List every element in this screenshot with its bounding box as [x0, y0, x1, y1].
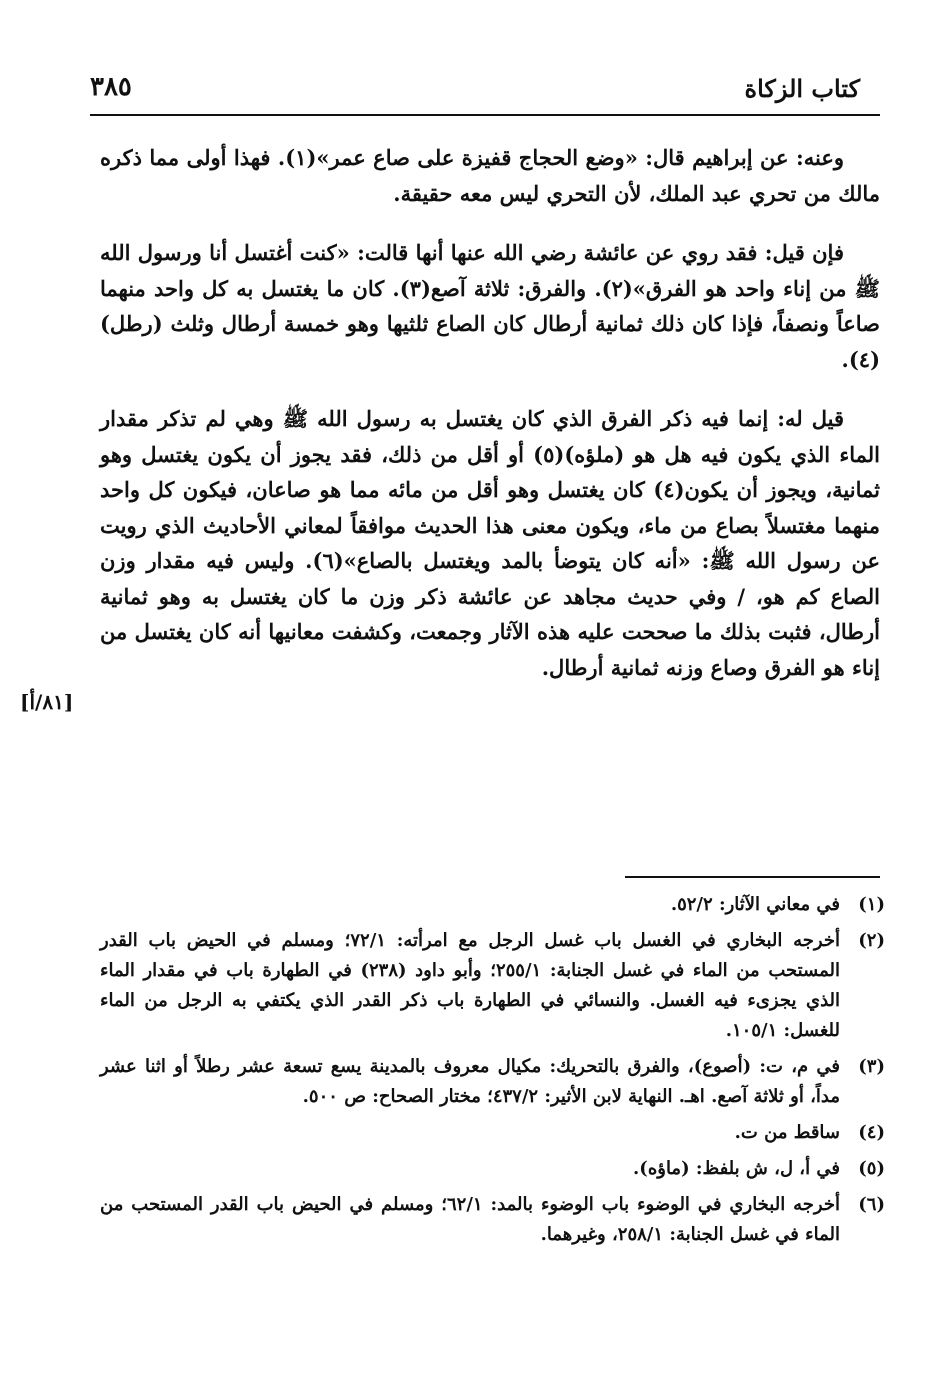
- main-text: [100, 140, 880, 685]
- paragraph-2: فإن قيل: فقد روي عن عائشة رضي الله عنها أنها قالت: «كنت أغتسل أنا ورسول الله ﷺ من إناء واحد هو الفرق»(٢). والفرق: ثلاثة آصع(٣). كان ما يغتسل به كل واحد منهما صاعاً ونصفاً، فإذا كان ذلك ثمانية أرطال كان الصاع ثلثيها وهو خمسة أرطال وثلث (رطل)(٤).: [100, 240, 880, 372]
- footnote-text: أخرجه البخاري في الوضوء باب الوضوء بالمد: ٦٢/١؛ ومسلم في الحيض باب القدر المستحب من الماء في غسل الجنابة: ٢٥٨/١، وغيرهما.: [100, 1194, 840, 1245]
- footnote-text: في معاني الآثار: ٥٢/٢.: [670, 894, 840, 915]
- footnote-text: في م، ت: (أصوع)، والفرق بالتحريك: مكيال معروف بالمدينة يسع تسعة عشر رطلاً أو اثنا عشر مداً، أو ثلاثة آصع. اهـ. النهاية لابن الأثير: ٤٣٧/٢؛ مختار الصحاح: ص ٥٠٠.: [100, 1056, 840, 1107]
- footnote-3: [100, 1052, 885, 1112]
- page-number: ٣٨٥: [90, 72, 132, 102]
- paragraph-1: وعنه: عن إبراهيم قال: «وضع الحجاج قفيزة على صاع عمر»(١). فهذا أولى مما ذكره مالك من تحري عبد الملك، لأن التحري ليس معه حقيقة.: [100, 145, 880, 206]
- footnote-number: (١): [858, 894, 885, 915]
- footnote-number: (٢): [858, 930, 885, 951]
- footnote-number: (٤): [858, 1122, 885, 1143]
- footnote-text: ساقط من ت.: [734, 1122, 840, 1143]
- footnote-text: أخرجه البخاري في الغسل باب غسل الرجل مع امرأته: ٧٢/١؛ ومسلم في الحيض باب القدر المستحب من الماء في غسل الجنابة: ٢٥٥/١؛ وأبو داود (٢٣٨) في الطهارة باب في مقدار الماء الذي يجزىء فيه الغسل. والنسائي في الطهارة باب ذكر القدر الذي يكتفي به الرجل من الماء للغسل: ١٠٥/١.: [100, 930, 841, 1041]
- footnote-2: [100, 926, 885, 1046]
- footnote-5: [100, 1154, 885, 1184]
- footnotes: [100, 890, 885, 1256]
- footnote-1: [100, 890, 885, 920]
- footnote-6: [100, 1190, 885, 1250]
- page-header: [90, 70, 860, 110]
- footnote-4: [100, 1118, 885, 1148]
- footnote-divider: [625, 876, 880, 878]
- footnote-text: في أ، ل، ش بلفظ: (ماؤه).: [633, 1158, 840, 1179]
- footnote-number: (٦): [858, 1194, 885, 1215]
- header-divider: [90, 114, 880, 116]
- footnote-number: (٥): [858, 1158, 885, 1179]
- manuscript-folio-ref: [٨١/أ]: [20, 690, 74, 714]
- paragraph-3: قيل له: إنما فيه ذكر الفرق الذي كان يغتسل به رسول الله ﷺ وهي لم تذكر مقدار الماء الذي يكون فيه هل هو (ملؤه)(٥) أو أقل من ذلك، فقد يجوز أن يكون يغتسل وهو ثمانية، ويجوز أن يكون(٤) كان يغتسل وهو أقل من مائه مما هو صاعان، فيكون كل واحد منهما مغتسلاً بصاع من ماء، ويكون معنى هذا الحديث موافقاً لمعاني الأحاديث الذي رويت عن رسول الله ﷺ: «أنه كان يتوضأ بالمد ويغتسل بالصاع»(٦). وليس فيه مقدار وزن الصاع كم هو، / وفي حديث مجاهد عن عائشة ذكر وزن ما كان يغتسل به وهو ثمانية أرطال، فثبت بذلك ما صححت عليه هذه الآثار وجمعت، وكشفت معانيها أنه كان يغتسل من إناء هو الفرق وصاع وزنه ثمانية أرطال.: [100, 406, 881, 680]
- footnote-number: (٣): [858, 1056, 885, 1077]
- book-title: كتاب الزكاة: [744, 74, 860, 103]
